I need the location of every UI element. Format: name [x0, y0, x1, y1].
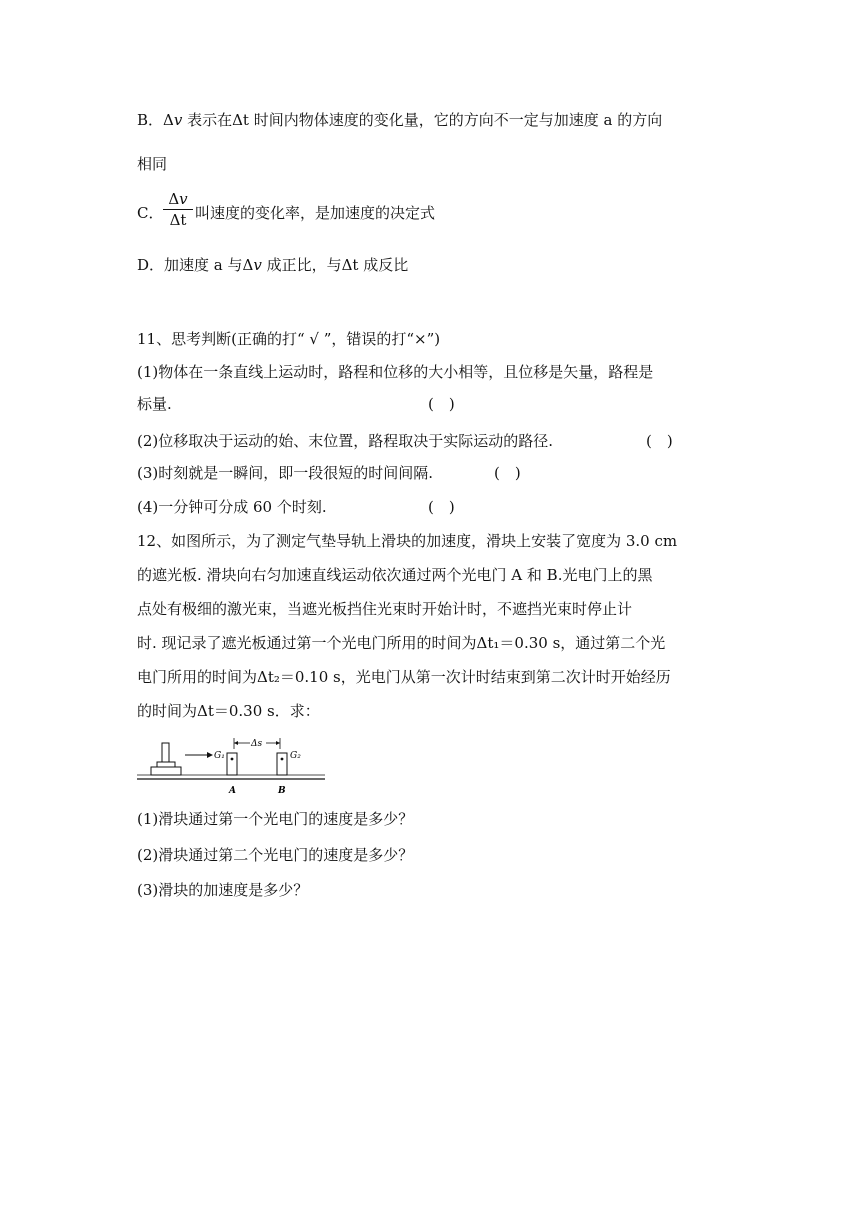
option-d: D．加速度 a 与Δ𝑣 成正比，与Δt 成反比	[137, 256, 409, 274]
option-c-prefix: C．	[137, 204, 164, 222]
photogate-a	[227, 753, 237, 775]
slider-top	[157, 762, 175, 767]
label-ds: Δs	[251, 739, 263, 749]
dim-arrow-left	[234, 741, 238, 745]
laser-dot-a	[231, 758, 234, 761]
option-b-line2: 相同	[137, 155, 168, 173]
q11-item1-line2: 标量.	[137, 395, 172, 413]
arrow-head	[207, 752, 213, 758]
label-a: A	[229, 786, 236, 796]
q11-item2: (2)位移取决于运动的始、末位置，路程取决于实际运动的路径.	[137, 432, 554, 450]
q12-line6: 的时间为Δt＝0.30 s．求：	[137, 702, 320, 720]
q12-sub2: (2)滑块通过第二个光电门的速度是多少？	[137, 846, 414, 864]
option-c-fraction	[163, 190, 193, 229]
slider-block	[151, 767, 181, 775]
laser-dot-b	[281, 758, 284, 761]
q12-line3: 点处有极细的激光束，当遮光板挡住光束时开始计时，不遮挡光束时停止计	[137, 600, 633, 618]
label-g2: G₂	[290, 751, 301, 761]
shading-plate	[162, 743, 169, 762]
fraction-denominator: Δt	[169, 211, 187, 229]
fraction-bar	[163, 209, 193, 210]
q11-item1-line1: (1)物体在一条直线上运动时，路程和位移的大小相等，且位移是矢量，路程是	[137, 363, 654, 381]
option-c-text: 叫速度的变化率，是加速度的决定式	[195, 204, 436, 222]
q12-line2: 的遮光板. 滑块向右匀加速直线运动依次通过两个光电门 A 和 B.光电门上的黑	[137, 566, 653, 584]
q11-title: 11、思考判断(正确的打“ √ ”，错误的打“×”)	[137, 330, 441, 348]
q11-item3: (3)时刻就是一瞬间，即一段很短的时间间隔.	[137, 464, 434, 482]
q11-item1-bracket: ( )	[428, 395, 455, 413]
q11-item3-bracket: ( )	[494, 464, 521, 482]
q12-sub3: (3)滑块的加速度是多少？	[137, 881, 309, 899]
label-g1: G₁	[214, 751, 225, 761]
q12-sub1: (1)滑块通过第一个光电门的速度是多少？	[137, 810, 414, 828]
label-b: B	[278, 786, 286, 796]
q12-line4: 时. 现记录了遮光板通过第一个光电门所用的时间为Δt₁＝0.30 s，通过第二个光	[137, 634, 666, 652]
q11-item4-bracket: ( )	[428, 498, 455, 516]
q12-line1: 12、如图所示，为了测定气垫导轨上滑块的加速度，滑块上安装了宽度为 3.0 cm	[137, 532, 678, 550]
q11-item2-bracket: ( )	[646, 432, 673, 450]
q11-item4: (4)一分钟可分成 60 个时刻.	[137, 498, 327, 516]
dim-arrow-right	[276, 741, 280, 745]
photogate-b	[277, 753, 287, 775]
air-track-figure	[137, 735, 327, 797]
fraction-numerator: Δ𝑣	[168, 190, 188, 208]
q12-line5: 电门所用的时间为Δt₂＝0.10 s，光电门从第一次计时结束到第二次计时开始经历	[137, 668, 671, 686]
option-b-line1: B．Δ𝑣 表示在Δt 时间内物体速度的变化量，它的方向不一定与加速度 a 的方向	[137, 111, 663, 129]
